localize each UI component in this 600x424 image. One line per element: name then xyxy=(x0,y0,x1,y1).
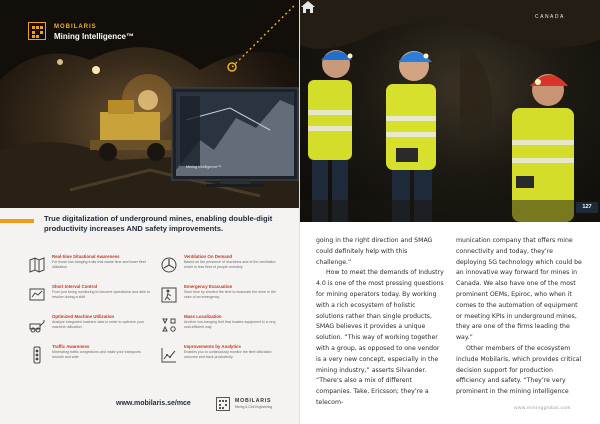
monitor-label: Mining Intelligence™ xyxy=(186,165,222,169)
feature-mass-localization xyxy=(160,314,280,344)
country-label: CANADA xyxy=(535,14,565,20)
mobilaris-logo-icon xyxy=(28,22,46,40)
feature-desc: Analyze integrated machine data in order to optimize your machine utilization xyxy=(52,320,144,329)
feature-desc: Save time by shorten the time to evacuate the mine in the case of an emergency xyxy=(184,290,276,299)
feature-traffic-awareness xyxy=(28,344,148,374)
feature-desc: From just being monitoring to become operational and able to resolve during a shift xyxy=(52,290,150,299)
feature-improvements-analytics xyxy=(160,344,280,374)
feature-short-interval-control xyxy=(28,284,148,314)
feature-title: Optimized Machine Utilization xyxy=(52,314,115,319)
map-icon xyxy=(28,256,46,274)
feature-title: Ventilation On Demand xyxy=(184,254,233,259)
mobilaris-logo-icon xyxy=(216,397,230,411)
footer-url-link[interactable]: www.mobilaris.se/mce xyxy=(116,400,191,407)
machine-icon xyxy=(28,316,46,334)
miners-illustration xyxy=(300,0,600,222)
mine-tunnel-image xyxy=(0,0,300,208)
feature-desc: Enables you to continuously monitor the fleet utilization outcome and track productivity xyxy=(184,350,272,359)
site-url-link[interactable]: www.miningglobal.com xyxy=(514,406,571,411)
feature-desc: Based on the presence of machines and of the ventilation which is less fleet of people remotely xyxy=(184,260,276,269)
feature-title: Mass Localization xyxy=(184,314,222,319)
home-icon[interactable] xyxy=(300,0,316,14)
feature-real-time-awareness xyxy=(28,254,148,284)
paragraph: How to meet the demands of Industry 4.0 is one of the most pressing questions for mining operators today. By working with a rich ecosystem of holistic solutions rather than single products, SMAG believes it provides a unique solution. “This way of working together with a group, as opposed to one vendor is a very new concept, especially in the mining industry,” asserts Silvander. “There’s also a mix of different companies. Take, Ericsson; they’re a telecom- xyxy=(316,269,444,406)
feature-emergency-evacuation xyxy=(160,284,280,314)
mobilaris-brand xyxy=(28,16,148,56)
tagline: True digitalization of underground mines, enabling double-digit productivity increases AND safety improvements. xyxy=(44,214,273,233)
ventilation-icon xyxy=(160,256,178,274)
feature-title: Real-time Situational Awareness xyxy=(52,254,120,259)
location-icon xyxy=(160,316,178,334)
footer-logo-sub: Mining & Civil Engineering xyxy=(235,405,273,409)
feature-desc: Minimizing traffic congestions and make your transports smooth and safe xyxy=(52,350,141,359)
feature-machine-utilization xyxy=(28,314,148,344)
analytics-icon xyxy=(160,346,178,364)
footer-logo-name: MOBILARIS xyxy=(235,398,272,404)
feature-title: Traffic Awareness xyxy=(52,344,90,349)
feature-desc: For those low-hanging fruits that waste time and lower fleet utilization xyxy=(52,260,146,269)
page-number: 127 xyxy=(576,202,598,213)
article-column-1 xyxy=(316,236,444,409)
feature-desc: Another low-hanging fruit that locates equipment in a very cost-efficient way xyxy=(184,320,276,329)
feature-ventilation xyxy=(160,254,280,284)
brand-name: MOBILARIS xyxy=(54,24,97,30)
miners-photo xyxy=(300,0,600,222)
feature-title: Short Interval Control xyxy=(52,284,98,289)
accent-bar xyxy=(0,219,34,223)
footer-logo xyxy=(216,395,286,415)
right-page xyxy=(300,0,600,424)
paragraph: going in the right direction and SMAG could definitely help with this challenge.” xyxy=(316,237,433,266)
evacuation-icon xyxy=(160,286,178,304)
traffic-light-icon xyxy=(28,346,46,364)
feature-title: Improvements by Analytics xyxy=(184,344,241,349)
control-icon xyxy=(28,286,46,304)
paragraph: Other members of the ecosystem include Mobilaris, which provides critical decision support for production efficiency and safety. “They’re very prominent in the mining intelligence xyxy=(456,344,582,396)
paragraph: munication company that offers mine connectivity and today, they’re deploying 5G technology which could be an innovative way forward for mines in Canada. We also have one of the most prominent OEMs, Epiroc, who when it comes to the automation of equipment or meeting KPIs in underground mines, they are one of the firms leading the way.” xyxy=(456,237,582,342)
brand-product: Mining Intelligence™ xyxy=(54,32,135,41)
article-column-2 xyxy=(456,236,584,398)
feature-title: Emergency Evacuation xyxy=(184,284,233,289)
